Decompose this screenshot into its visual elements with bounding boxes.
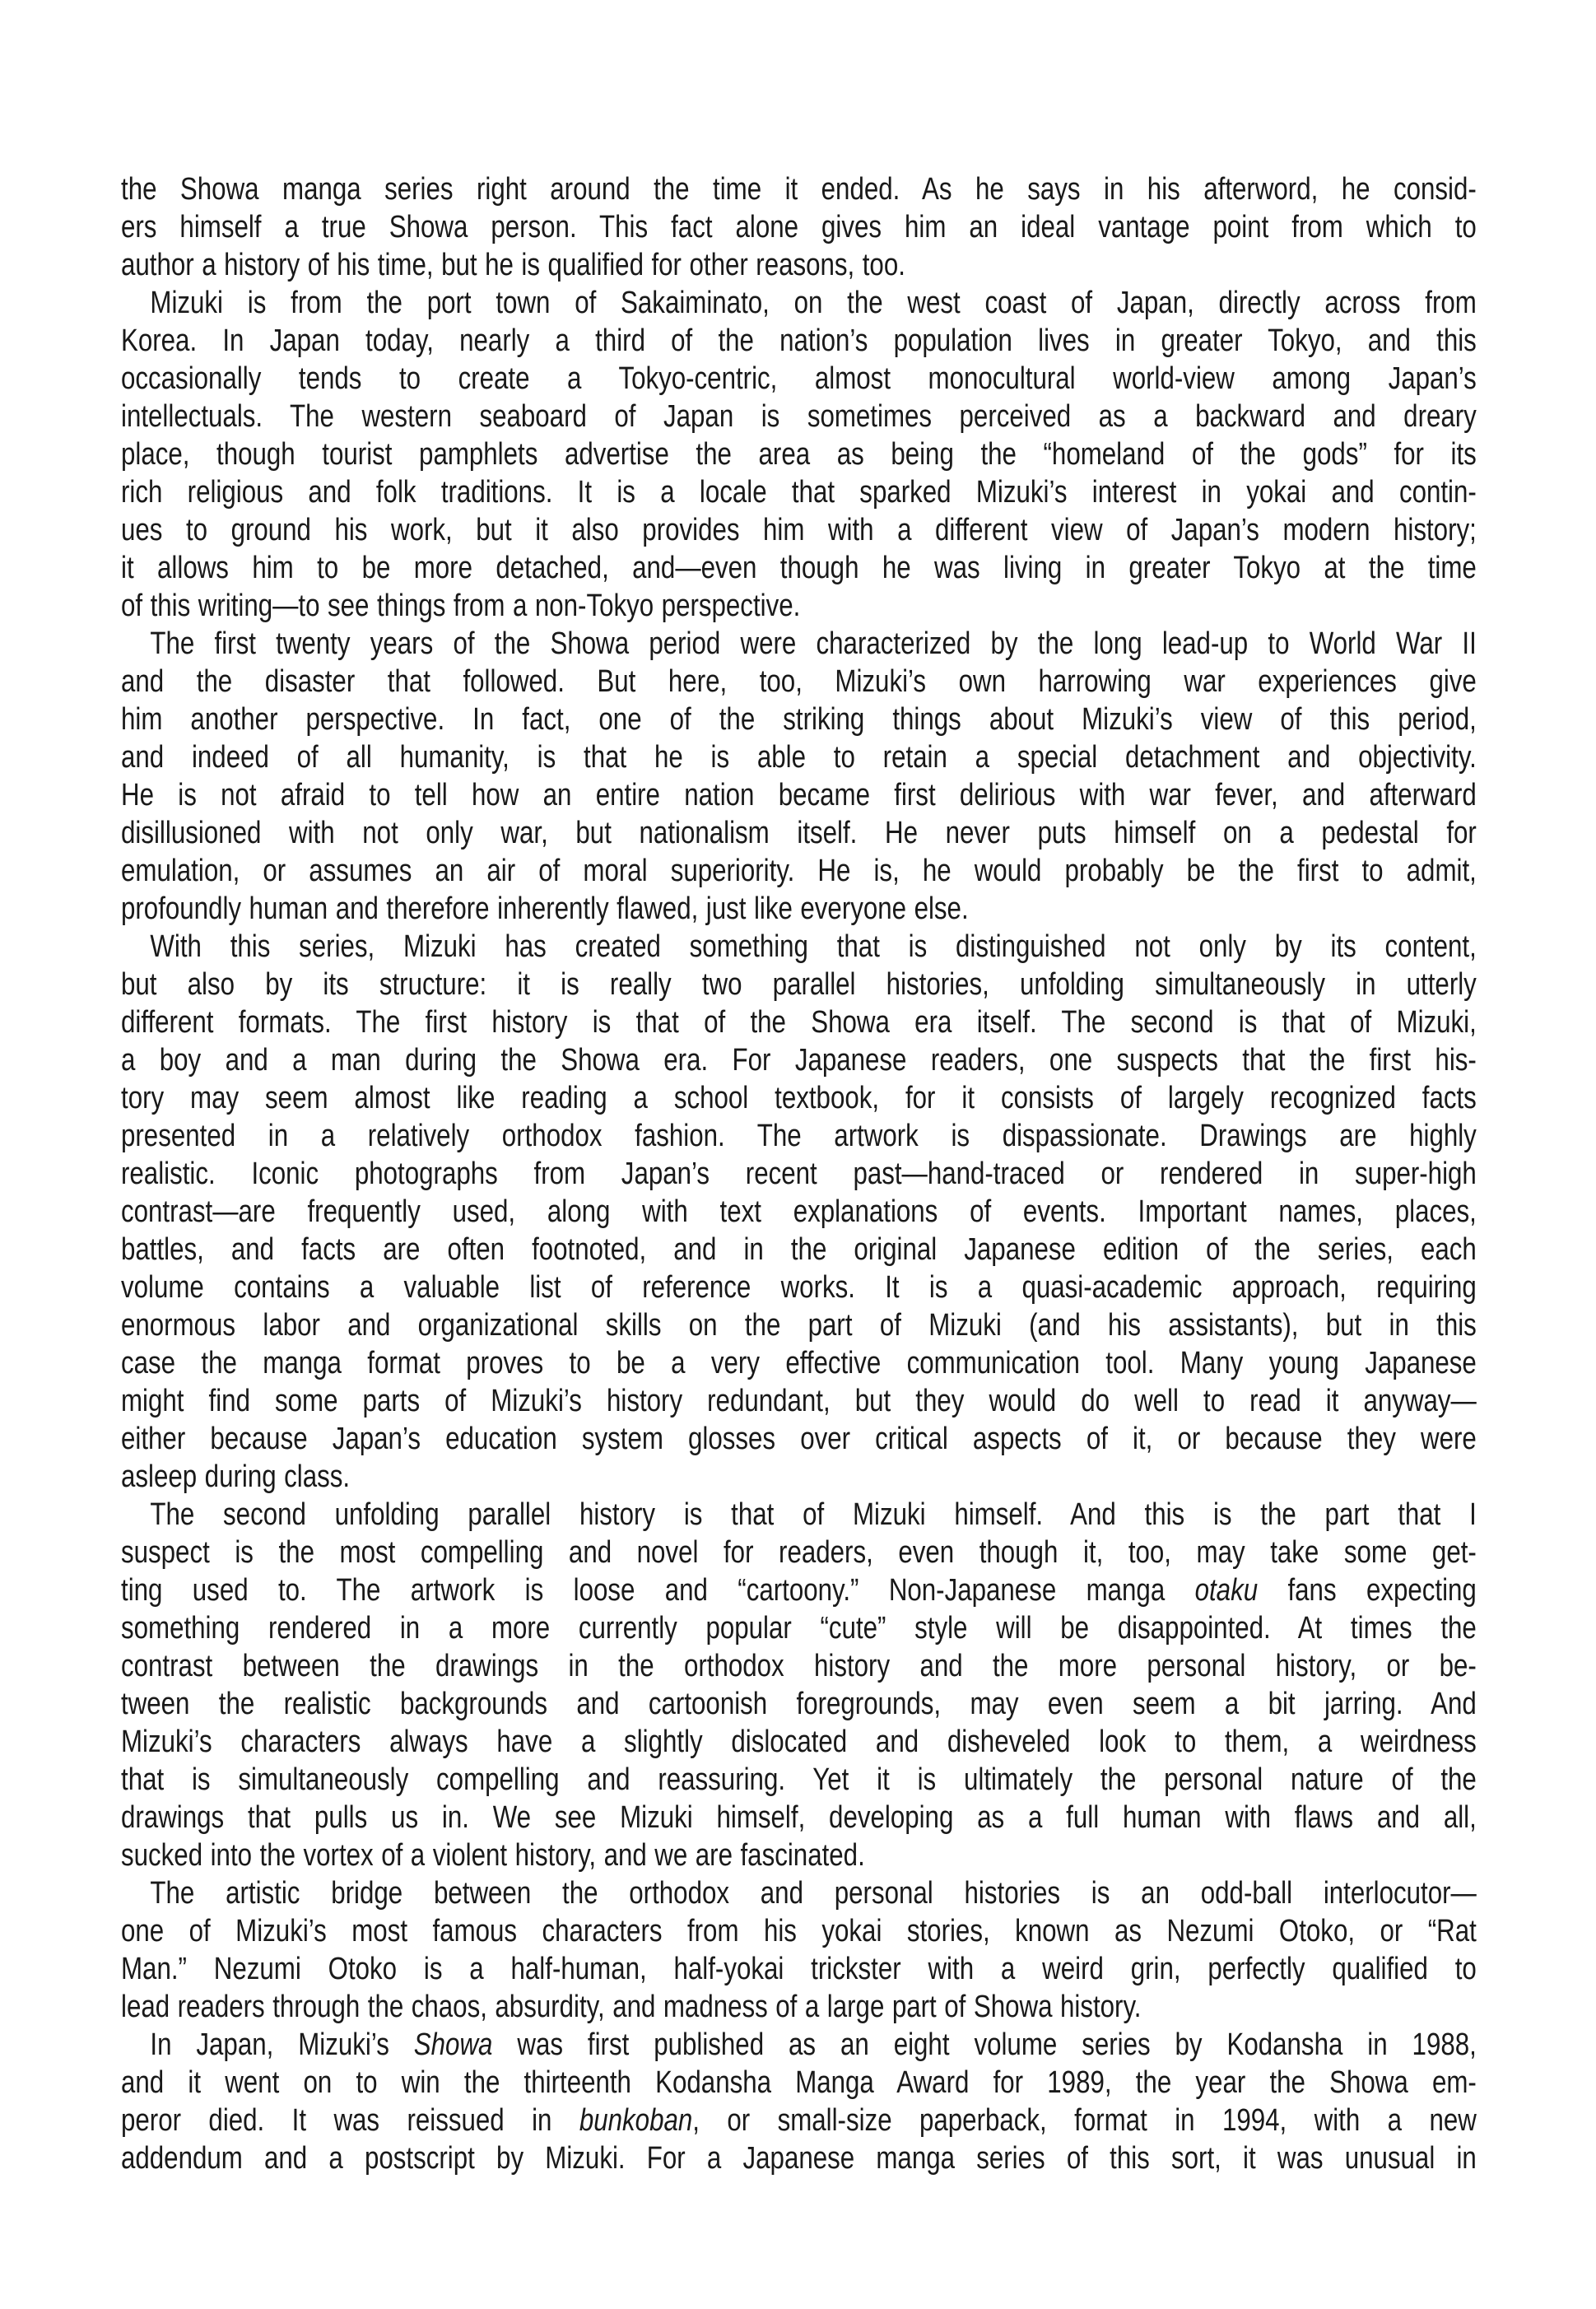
text-line: emulation, or assumes an air of moral superiority. He is, he would probably be the first to admit, [121,854,1477,888]
text-line: case the manga format proves to be a very effective communication tool. Many young Japanese [121,1346,1477,1380]
text-line: He is not afraid to tell how an entire nation became first delirious with war fever, and afterward [121,778,1477,812]
text-line: it allows him to be more detached, and—even though he was living in greater Tokyo at the time [121,551,1477,585]
paragraph [121,1496,1477,1874]
paragraph [121,2026,1477,2177]
text-line: presented in a relatively orthodox fashion. The artwork is dispassionate. Drawings are highly [121,1119,1477,1153]
text-line: ers himself a true Showa person. This fact alone gives him an ideal vantage point from which to [121,210,1477,244]
text-line: enormous labor and organizational skills on the part of Mizuki (and his assistants), but in this [121,1308,1477,1343]
text-line: Korea. In Japan today, nearly a third of the nation’s population lives in greater Tokyo, and this [121,324,1477,358]
text-line: the Showa manga series right around the time it ended. As he says in his afterword, he consid- [121,172,1477,207]
paragraph [121,284,1477,625]
text-line: contrast—are frequently used, along with text explanations of events. Important names, places, [121,1194,1477,1229]
text-line: suspect is the most compelling and novel for readers, even though it, too, may take some get- [121,1535,1477,1570]
text-line: The first twenty years of the Showa period were characterized by the long lead-up to World War II [150,626,1477,661]
text-line: either because Japan’s education system glosses over critical aspects of it, or because they were [121,1422,1477,1456]
text-line: that is simultaneously compelling and reassuring. Yet it is ultimately the personal nature of the [121,1762,1477,1797]
paragraph [121,170,1477,284]
text-line: With this series, Mizuki has created something that is distinguished not only by its content, [150,929,1477,964]
text-line: but also by its structure: it is really two parallel histories, unfolding simultaneously in utterly [121,967,1477,1002]
text-line: him another perspective. In fact, one of the striking things about Mizuki’s view of this period, [121,702,1477,737]
text-line: might find some parts of Mizuki’s history redundant, but they would do well to read it anyway— [121,1384,1477,1418]
text-line: place, though tourist pamphlets advertise the area as being the “homeland of the gods” for its [121,437,1477,472]
text-line: profoundly human and therefore inherently flawed, just like everyone else. [121,891,969,926]
text-line: occasionally tends to create a Tokyo-centric, almost monocultural world-view among Japan’s [121,361,1477,396]
text-line: Man.” Nezumi Otoko is a half-human, half-yokai trickster with a weird grin, perfectly qualified to [121,1952,1477,1986]
text-line: one of Mizuki’s most famous characters from his yokai stories, known as Nezumi Otoko, or “Rat [121,1914,1477,1948]
text-line: sucked into the vortex of a violent history, and we are fascinated. [121,1838,865,1873]
text-line: ting used to. The artwork is loose and “cartoony.” Non-Japanese manga otaku fans expecting [121,1573,1477,1608]
text-line: something rendered in a more currently popular “cute” style will be disappointed. At times the [121,1611,1477,1646]
paragraph [121,625,1477,928]
text-line: Mizuki’s characters always have a slightly dislocated and disheveled look to them, a weirdness [121,1725,1477,1759]
text-line: intellectuals. The western seaboard of Japan is sometimes perceived as a backward and dreary [121,399,1477,434]
text-line: volume contains a valuable list of reference works. It is a quasi-academic approach, requiring [121,1270,1477,1305]
text-line: contrast between the drawings in the orthodox history and the more personal history, or be- [121,1649,1477,1683]
text-line: addendum and a postscript by Mizuki. For a Japanese manga series of this sort, it was unusual in [121,2141,1477,2176]
text-line: In Japan, Mizuki’s Showa was first published as an eight volume series by Kodansha in 1988, [150,2027,1477,2062]
text-line: realistic. Iconic photographs from Japan’s recent past—hand-traced or rendered in super-high [121,1157,1477,1191]
paragraph [121,1874,1477,2026]
text-line: and it went on to win the thirteenth Kodansha Manga Award for 1989, the year the Showa em- [121,2065,1477,2100]
text-line: disillusioned with not only war, but nationalism itself. He never puts himself on a pedestal for [121,816,1477,850]
text-line: Mizuki is from the port town of Sakaiminato, on the west coast of Japan, directly across from [150,286,1477,320]
text-line: and the disaster that followed. But here, too, Mizuki’s own harrowing war experiences give [121,664,1477,699]
text-line: peror died. It was reissued in bunkoban, or small-size paperback, format in 1994, with a new [121,2103,1477,2138]
text-line: lead readers through the chaos, absurdity, and madness of a large part of Showa history. [121,1990,1142,2024]
paragraph [121,928,1477,1496]
text-line: asleep during class. [121,1459,351,1494]
text-line: The second unfolding parallel history is that of Mizuki himself. And this is the part that I [150,1497,1477,1532]
text-line: ues to ground his work, but it also provides him with a different view of Japan’s modern history; [121,513,1477,547]
text-line: rich religious and folk traditions. It is a locale that sparked Mizuki’s interest in yokai and contin- [121,475,1477,510]
text-line: tory may seem almost like reading a school textbook, for it consists of largely recognized facts [121,1081,1477,1115]
text-line: battles, and facts are often footnoted, and in the original Japanese edition of the series, each [121,1232,1477,1267]
text-line: and indeed of all humanity, is that he is able to retain a special detachment and objectivity. [121,740,1477,775]
text-line: of this writing—to see things from a non-Tokyo perspective. [121,589,801,623]
text-line: different formats. The first history is that of the Showa era itself. The second is that of Mizuki, [121,1005,1477,1040]
text-line: drawings that pulls us in. We see Mizuki himself, developing as a full human with flaws and all, [121,1800,1477,1835]
text-line: The artistic bridge between the orthodox and personal histories is an odd-ball interlocutor— [150,1876,1477,1911]
text-line: author a history of his time, but he is qualified for other reasons, too. [121,248,905,282]
page-text-block [121,170,1477,2177]
text-line: a boy and a man during the Showa era. For Japanese readers, one suspects that the first his- [121,1043,1477,1078]
text-line: tween the realistic backgrounds and cartoonish foregrounds, may even seem a bit jarring. And [121,1687,1477,1721]
